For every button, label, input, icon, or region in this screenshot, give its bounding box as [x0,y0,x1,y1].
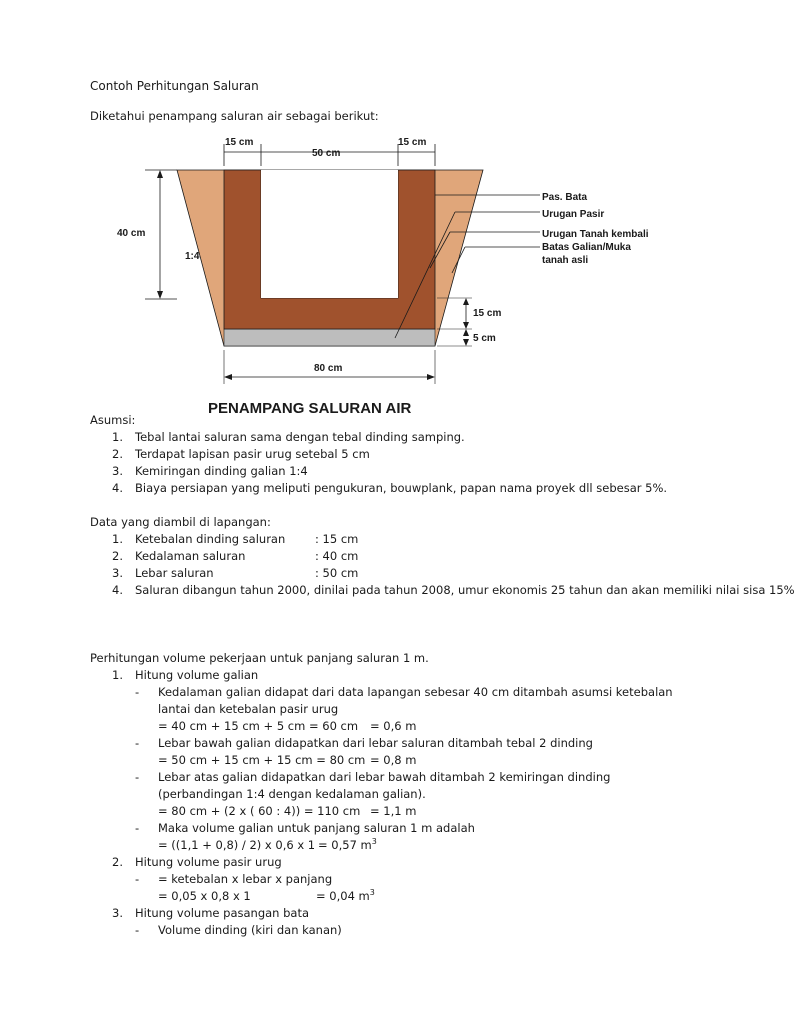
dim-height: 40 cm [117,228,146,239]
asumsi-section [90,412,667,497]
legend-urugan-pasir: Urugan Pasir [542,209,605,220]
list-item: 3. Lebar saluran : 50 cm [112,566,359,580]
list-item: 4. Biaya persiapan yang meliputi pengukuran, bouwplank, papan nama proyek dll sebesar 5%. [112,481,668,495]
list-item: 3. Kemiringan dinding galian 1:4 [112,464,308,478]
dim-top-left: 15 cm [225,137,254,148]
list-item: - Lebar bawah galian didapatkan dari lebar saluran ditambah tebal 2 dinding = 50 cm + 15 cm + 15 cm = 80 cm = 0,8 m [135,736,593,767]
dim-bottom: 80 cm [314,363,343,374]
list-item: 1. Tebal lantai saluran sama dengan tebal dinding samping. [112,430,465,444]
list-item: - Lebar atas galian didapatkan dari lebar bawah ditambah 2 kemiringan dinding (perbandingan 1:4 dengan kedalaman galian). = 80 cm + (2 x ( 60 : 4)) = 110 cm = 1,1 m [135,770,611,818]
intro-text: Diketahui penampang saluran air sebagai berikut: [90,109,379,123]
list-item: 4. Saluran dibangun tahun 2000, dinilai pada tahun 2008, umur ekonomis 25 tahun dan akan memiliki nilai sisa 15% [112,583,795,597]
cross-section-figure [100,128,649,423]
list-item: 2. Hitung volume pasir urug - = ketebalan x lebar x panjang = 0,05 x 0,8 x 1 = 0,04 $m^3$ [90,854,673,905]
perhitungan-section [90,650,673,939]
list-item: 2. Kedalaman saluran : 40 cm [112,549,359,563]
dim-top-mid: 50 cm [312,148,341,159]
dim-floor: 15 cm [473,308,502,319]
list-item: 1. Hitung volume galian - Kedalaman galian didapat dari data lapangan sebesar 40 cm ditambah asumsi ketebalan lantai dan ketebalan pasir urug = 40 cm + 15 cm + 5 cm = 60 cm = 0,6 m - Lebar bawah galian didapatkan dari lebar saluran ditambah tebal 2 dinding = 50 cm + 15 cm + 15 cm = 80 cm = 0,8 m - Lebar atas galian didapatkan dari lebar bawah ditambah 2 kemiringan dinding (perbandingan 1:4 dengan kedalaman galian). = 80 cm + (2 x ( 60 : 4)) = 110 cm = 1,1 m - Maka volume galian untuk panjang saluran 1 m adalah = ((1,1 + 0,8) / 2) x 0,6 x 1 = 0,57 $m^3$ [112,668,673,852]
list-item: - Kedalaman galian didapat dari data lapangan sebesar 40 cm ditambah asumsi ketebalan lantai dan ketebalan pasir urug = 40 cm + 15 cm + 5 cm = 60 cm = 0,6 m [135,685,673,733]
dim-slope: 1:4 [185,251,200,262]
legend-pas-bata: Pas. Bata [542,192,588,203]
perhitungan-heading: Perhitungan volume pekerjaan untuk panjang saluran 1 m. [90,651,429,665]
lapangan-heading: Data yang diambil di lapangan: [90,515,271,529]
legend-urugan-tanah: Urugan Tanah kembali [542,229,649,240]
list-item: 1. Ketebalan dinding saluran : 15 cm [112,532,359,546]
list-item: 2. Terdapat lapisan pasir urug setebal 5 cm [112,447,370,461]
lapangan-section [90,514,795,599]
asumsi-heading: Asumsi: [90,413,136,427]
list-item: - = ketebalan x lebar x panjang = 0,05 x 0,8 x 1 = 0,04 $m^3$ [135,872,375,903]
list-item: 3. Hitung volume pasangan bata - Volume dinding (kiri dan kanan) [90,905,673,939]
list-item: - Volume dinding (kiri dan kanan) [135,923,342,937]
document-title: Contoh Perhitungan Saluran [90,79,259,93]
figure-title: PENAMPANG SALURAN AIR [208,400,412,417]
channel-inner [261,170,398,298]
dim-sand: 5 cm [473,333,496,344]
sand-layer [224,329,435,346]
list-item: - Maka volume galian untuk panjang saluran 1 m adalah = ((1,1 + 0,8) / 2) x 0,6 x 1 = 0,57 $m^3$ [135,821,475,852]
legend-tanah-asli: tanah asli [542,255,589,266]
dim-top-right: 15 cm [398,137,427,148]
legend-batas-galian: Batas Galian/Muka [542,242,631,253]
